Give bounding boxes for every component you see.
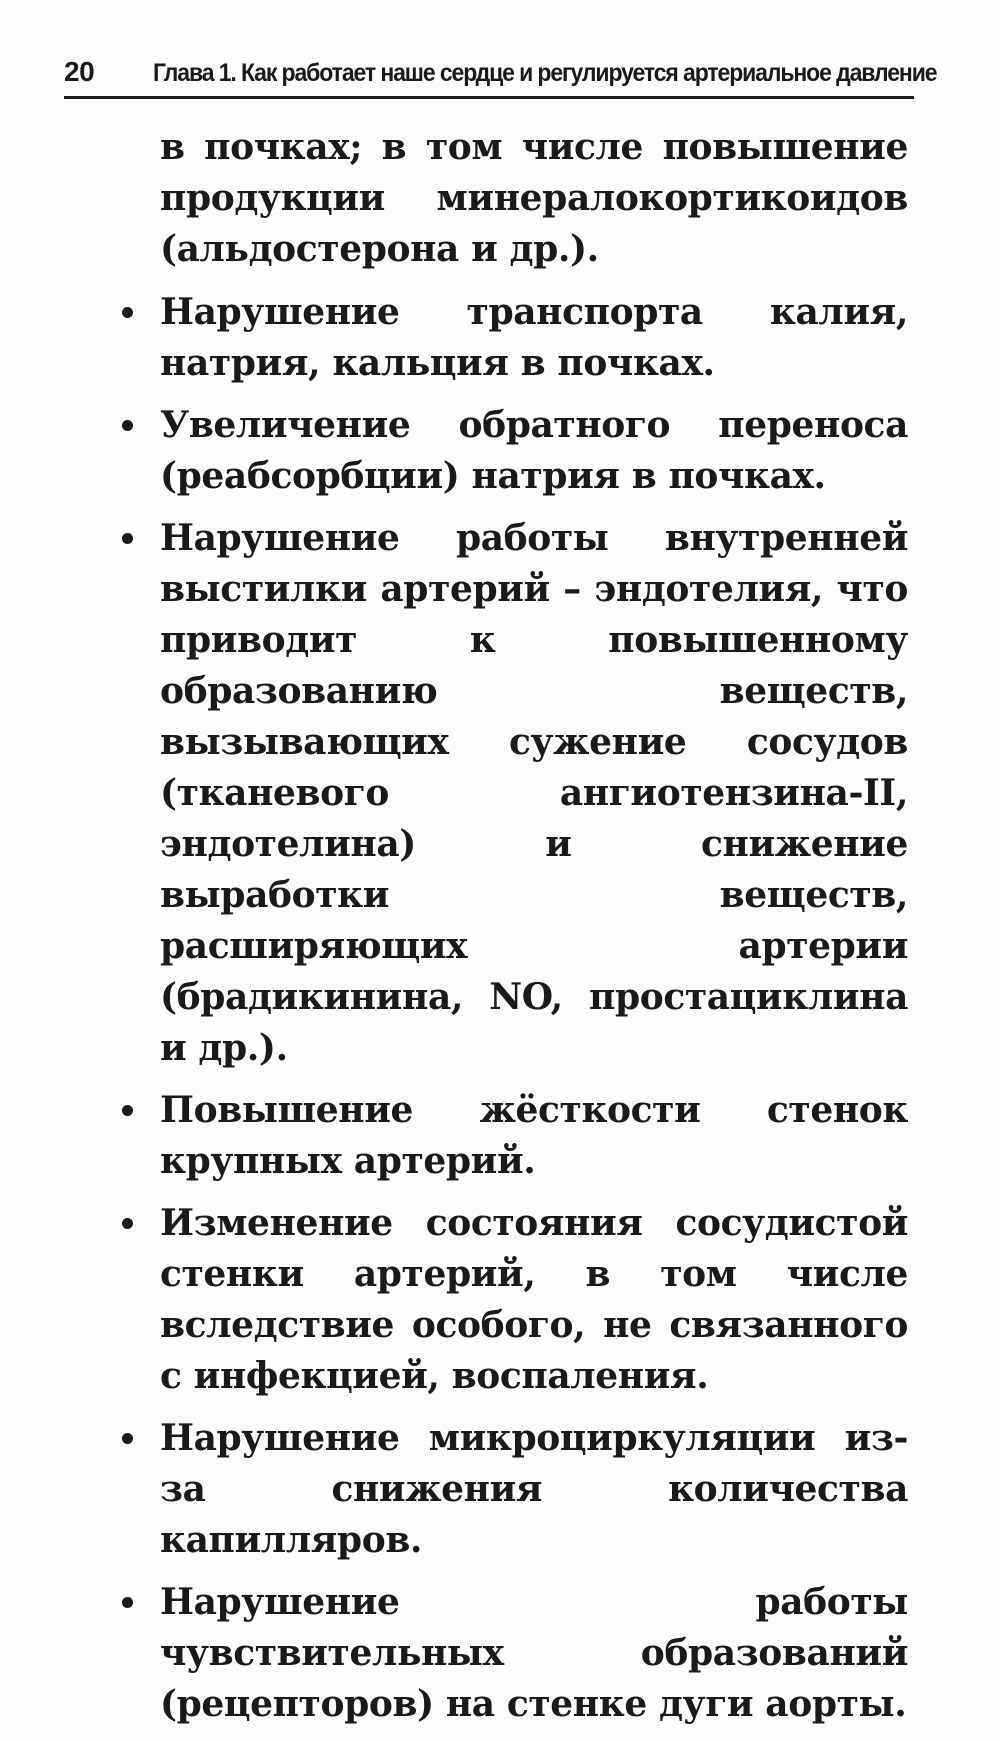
list-item [160, 1413, 908, 1566]
page-number: 20 [64, 56, 95, 87]
list-item [160, 287, 908, 389]
bullet-icon [122, 420, 133, 431]
list-item-text: Нарушение транспорта калия, натрия, кальция в почках. [160, 291, 908, 384]
continuation-paragraph: в почках; в том числе повышение продукции минералокортикоидов (альдостерона и др.). [160, 126, 908, 270]
body-text [160, 122, 908, 1741]
bullet-icon [122, 307, 133, 318]
list-item-text: Повышение жёсткости стенок крупных артерий. [160, 1089, 908, 1182]
bullet-list [160, 287, 908, 1730]
list-item [160, 1085, 908, 1187]
list-item-text: Нарушение микроциркуляции из-за снижения количества капилляров. [160, 1417, 908, 1561]
list-item-text: Увеличение обратного переноса (реабсорбции) натрия в почках. [160, 404, 908, 497]
bullet-icon [122, 533, 133, 544]
list-item-text: Нарушение работы чувствительных образований (рецепторов) на стенке дуги аорты. [160, 1581, 908, 1725]
bullet-icon [122, 1105, 133, 1116]
chapter-title: Глава 1. Как работает наше сердце и регулируется артериальное давление [153, 59, 937, 87]
list-item-text: Изменение состояния сосудистой стенки артерий, в том числе вследствие особого, не связанного с инфекцией, воспаления. [160, 1202, 908, 1397]
running-header [64, 52, 937, 99]
bullet-icon [122, 1597, 133, 1608]
list-item [160, 1198, 908, 1402]
bullet-icon [122, 1218, 133, 1229]
list-item [160, 513, 908, 1074]
bullet-icon [122, 1433, 133, 1444]
list-item-text: Нарушение работы внутренней выстилки артерий – эндотелия, что приводит к повышенному образованию веществ, вызывающих сужение сосудов (тканевого ангиотензина-II, эндотелина) и снижение выработки веществ, расширяющих артерии (брадикинина, NO, простациклина и др.). [160, 517, 908, 1069]
list-item [160, 400, 908, 502]
list-item [160, 1577, 908, 1730]
